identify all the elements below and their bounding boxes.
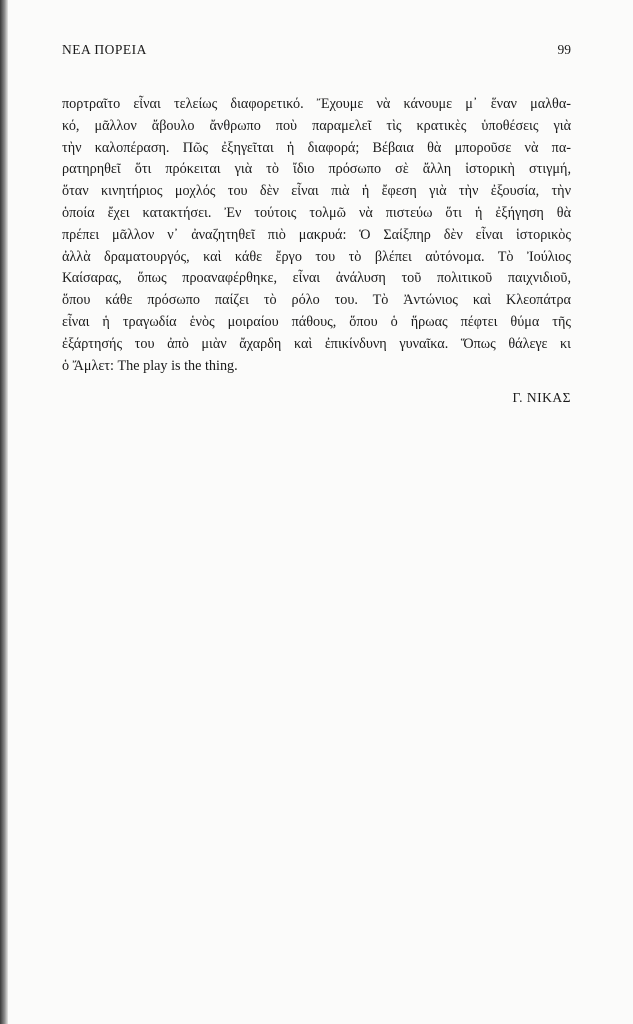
text-line: ὅταν κινητήριος μοχλός του δὲν εἶναι πιὰ ἡ ἔφεση γιὰ τὴν ἐξουσία, τὴν: [62, 183, 571, 200]
text-line: ὁ Ἄμλετ: The play is the thing.: [62, 357, 238, 374]
body-paragraph: [62, 94, 571, 377]
text-line: πρέπει μᾶλλον ν᾽ ἀναζητηθεῖ πιὸ μακρυά: Ὁ Σαίξπηρ δὲν εἶναι ἱστορικὸς: [62, 226, 571, 243]
running-head-title: ΝΕΑ ΠΟΡΕΙΑ: [62, 42, 147, 57]
text-line: ὅπου κάθε πρόσωπο παίζει τὸ ρόλο του. Τὸ Ἀντώνιος καὶ Κλεοπάτρα: [62, 292, 571, 309]
text-line: πορτραῖτο εἶναι τελείως διαφορετικό. Ἔχουμε νὰ κάνουμε μ᾽ ἕναν μαλθα-: [62, 96, 571, 112]
text-line: ἐξάρτησής του ἀπὸ μιὰν ἄχαρδη καὶ ἐπικίνδυνη γυναῖκα. Ὅπως θάλεγε κι: [62, 335, 571, 352]
page-number: 99: [557, 42, 571, 57]
book-spine-shadow: [0, 0, 8, 1024]
author-signature: Γ. ΝΙΚΑΣ: [512, 390, 571, 405]
text-line: ἀλλὰ δραματουργός, καὶ κάθε ἔργο του τὸ βλέπει αὐτόνομα. Τὸ Ἰούλιος: [62, 248, 571, 265]
text-line: ὁποία ἔχει κατακτήσει. Ἐν τούτοις τολμῶ νὰ πιστεύω ὅτι ἡ ἐξήγηση θὰ: [62, 204, 571, 221]
text-line: τὴν καλοπέραση. Πῶς ἐξηγεῖται ἡ διαφορά; Βέβαια θὰ μποροῦσε νὰ πα-: [62, 139, 571, 156]
text-line: κό, μᾶλλον ἄβουλο ἄνθρωπο ποὺ παραμελεῖ τὶς κρατικὲς ὑποθέσεις γιὰ: [62, 117, 571, 134]
text-line: εἶναι ἡ τραγωδία ἑνὸς μοιραίου πάθους, ὅπου ὁ ἥρωας πέφτει θύμα τῆς: [62, 313, 571, 330]
text-line: ρατηρηθεῖ ὅτι πρόκειται γιὰ τὸ ἴδιο πρόσωπο σὲ ἄλλη ἱστορικὴ στιγμή,: [62, 161, 571, 178]
text-line: Καίσαρας, ὅπως προαναφέρθηκε, εἶναι ἀνάλυση τοῦ πολιτικοῦ παιχνιδιοῦ,: [62, 270, 571, 287]
